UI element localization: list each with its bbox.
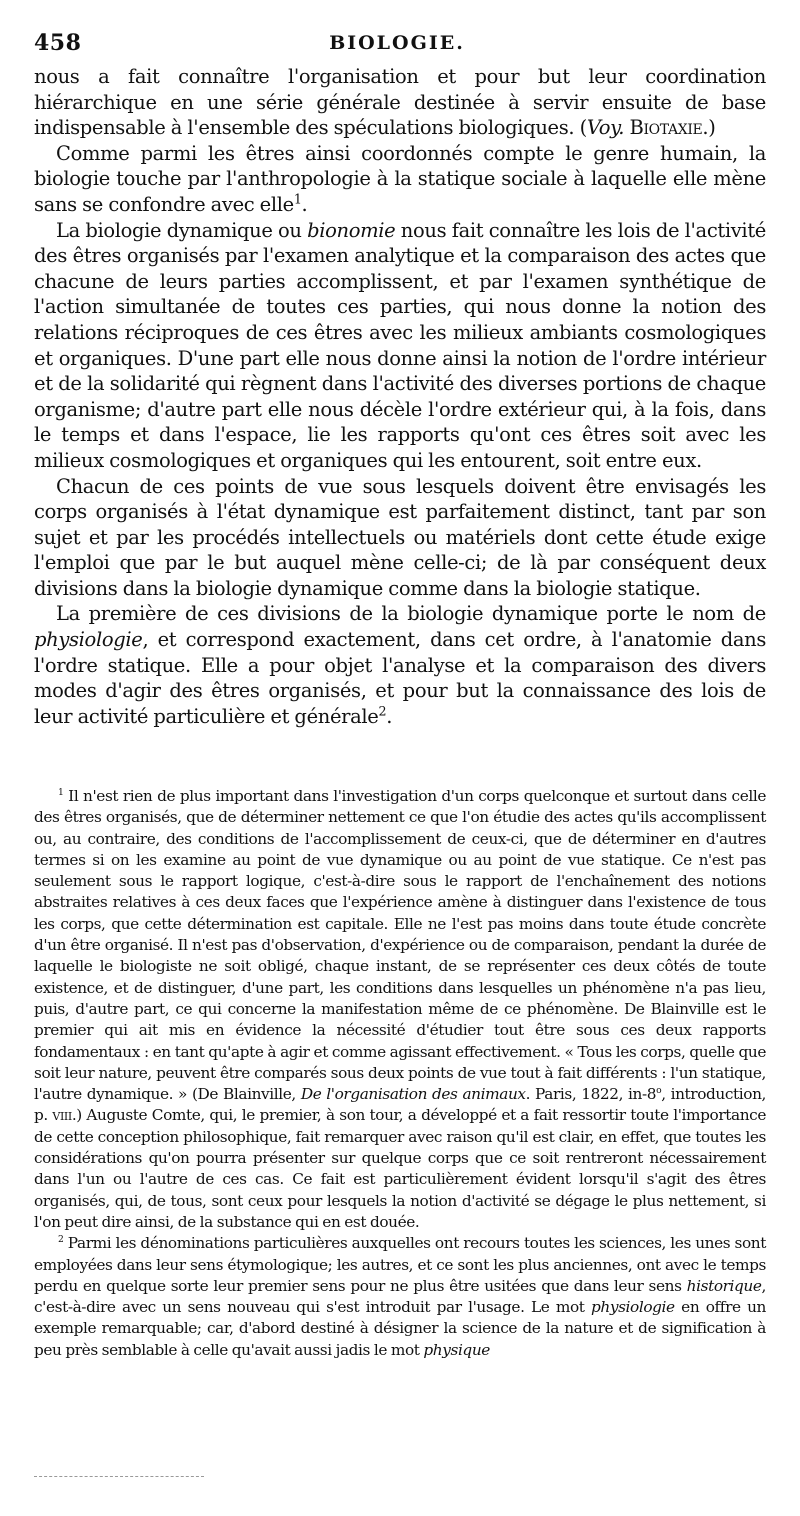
text-run: Parmi les dénominations particulières auxquelles ont recours toutes les sciences, les unes sont employées dans leur sens étymologique; les autres, et ce sont les plus anciennes, ont avec le temps perdu en quelque sorte leur premier sens pour ne plus être usitées que dans leur sens: [34, 1234, 766, 1295]
footnote-ref-1: 1: [293, 191, 302, 207]
text-run: La biologie dynamique ou: [56, 218, 308, 242]
footnote-mark: 2: [58, 1234, 64, 1246]
running-head: BIOLOGIE.: [329, 32, 465, 54]
text-run: La première de ces divisions de la biologie dynamique porte le nom de: [56, 602, 766, 626]
bottom-rule: [34, 1476, 204, 1477]
footnotes: [34, 786, 766, 1361]
italic-term: physique: [423, 1340, 490, 1359]
text-run: , c'est-à-dire avec un sens nouveau qui s'est introduit par l'usage. Le mot: [34, 1276, 766, 1317]
italic-term: physiologie: [34, 628, 143, 652]
text-run: nous a fait connaître l'organisation et pour but leur coordination hiérarchique en une série générale destinée à servir ensuite de base indispensable à l'ensemble des spéculations biologiques. (: [34, 65, 766, 140]
text-run: .: [386, 704, 393, 728]
italic-term: historique: [686, 1276, 762, 1295]
text-run: , et correspond exactement, dans cet ordre, à l'anatomie dans l'ordre statique. Elle a pour objet l'analyse et la comparaison des divers modes d'agir des êtres organisés, et pour but la connaissance des lois de leur activité particulière et générale: [34, 628, 766, 728]
superscript: o: [656, 1085, 662, 1097]
body-text: [34, 64, 766, 729]
footnote-ref-2: 2: [378, 703, 387, 719]
footnote-1: [34, 786, 766, 1233]
footnote-mark: 1: [58, 786, 64, 798]
text-run: Comme parmi les êtres ainsi coordonnés compte le genre humain, la biologie touche par l'anthropologie à la statique sociale à laquelle elle mène sans se confondre avec elle: [34, 141, 766, 216]
paragraph-5: [34, 601, 766, 729]
page-number: 458: [34, 30, 82, 56]
paragraph-4: [34, 474, 766, 602]
page-header: [34, 30, 760, 58]
text-run: nous fait connaître les lois de l'activité des êtres organisés par l'examen analytique et la comparaison des actes que chacune de leurs parties accomplissent, et par l'examen synthétique de l'action simultanée de toutes ces parties, qui nous donne la notion des relations réciproques de ces êtres avec les milieux ambiants cosmologiques et organiques. D'une part elle nous donne ainsi la notion de l'ordre intérieur et de la solidarité qui règnent dans l'activité des diverses portions de chaque organisme; d'autre part elle nous décèle l'ordre extérieur qui, à la fois, dans le temps et dans l'espace, lie les rapports qu'ont ces êtres soit avec les milieux cosmologiques et organiques qui les entourent, soit entre eux.: [34, 218, 766, 472]
text-run: .): [702, 116, 716, 140]
text-run: , introduction, p.: [34, 1085, 766, 1125]
paragraph-2: [34, 141, 766, 218]
text-run: Il n'est rien de plus important dans l'investigation d'un corps quelconque et surtout dans celle des êtres organisés, que de déterminer nettement ce que l'on étudie des actes qu'ils accomplissent ou, au contraire, des conditions de l'accomplissement de ceux-ci, que de déterminer en d'autres termes si on les examine au point de vue dynamique ou au point de vue statique. Ce n'est pas seulement sous le rapport logique, c'est-à-dire sous le rapport de l'enchaînement des notions abstraites relatives à ces deux faces que l'expérience amène à distinguer dans l'existence de tous les corps, que cette détermination est capitale. Elle ne l'est pas moins dans toute étude concrète d'un être organisé. Il n'est pas d'observation, d'expérience ou de comparaison, pendant la durée de laquelle le biologiste ne soit obligé, chaque instant, de se représenter ces deux côtés de toute existence, et de distinguer, d'une part, les conditions dans lesquelles un phénomène n'a pas lieu, puis, d'autre part, ce qui concerne la manifestation même de ce phénomène. De Blainville est le premier qui ait mis en évidence la nécessité d'étudier tout être sous ces deux rapports fondamentaux : en tant qu'apte à agir et comme agissant effectivement. « Tous les corps, quelle que soit leur nature, peuvent être comparés sous deux points de vue tout à fait différents : l'un statique, l'autre dynamique. » (De Blainville,: [34, 787, 766, 1104]
paragraph-1: [34, 64, 766, 141]
text-run: Chacun de ces points de vue sous lesquels doivent être envisagés les corps organisés à l'état dynamique est parfaitement distinct, tant par son sujet et par les procédés intellectuels ou matériels dont cette étude exige l'emploi que par le but auquel mène celle-ci; de là par conséquent deux divisions dans la biologie dynamique comme dans la biologie statique.: [34, 474, 766, 600]
footnote-2: [34, 1233, 766, 1361]
text-run: .: [301, 192, 308, 216]
paragraph-3: [34, 218, 766, 474]
small-caps-run: viii: [52, 1106, 72, 1125]
italic-run: Voy.: [586, 116, 625, 140]
text-run: en offre un exemple remarquable; car, d'abord destiné à désigner la science de la nature et de signification à peu près semblable à celle qu'avait aussi jadis le mot: [34, 1298, 766, 1359]
cross-reference: Biotaxie: [629, 116, 703, 140]
italic-title: De l'organisation des animaux: [300, 1085, 526, 1104]
italic-term: physiologie: [591, 1298, 675, 1317]
text-run: . Paris, 1822, in-8: [525, 1085, 657, 1104]
text-run: .) Auguste Comte, qui, le premier, à son tour, a développé et a fait ressortir toute l'importance de cette conception philosophique, fait remarquer avec raison qu'il est clair, en effet, que toutes les considérations qu'on pourra présenter sur quelque corps que ce soit rentreront nécessairement dans l'un ou l'autre de ces cas. Ce fait est particulièrement évident lorsqu'il s'agit des êtres organisés, qui, de tous, sont ceux pour lesquels la notion d'activité se dégage le plus nettement, si l'on peut dire ainsi, de la substance qui en est douée.: [34, 1106, 766, 1231]
italic-term: bionomie: [307, 218, 396, 242]
